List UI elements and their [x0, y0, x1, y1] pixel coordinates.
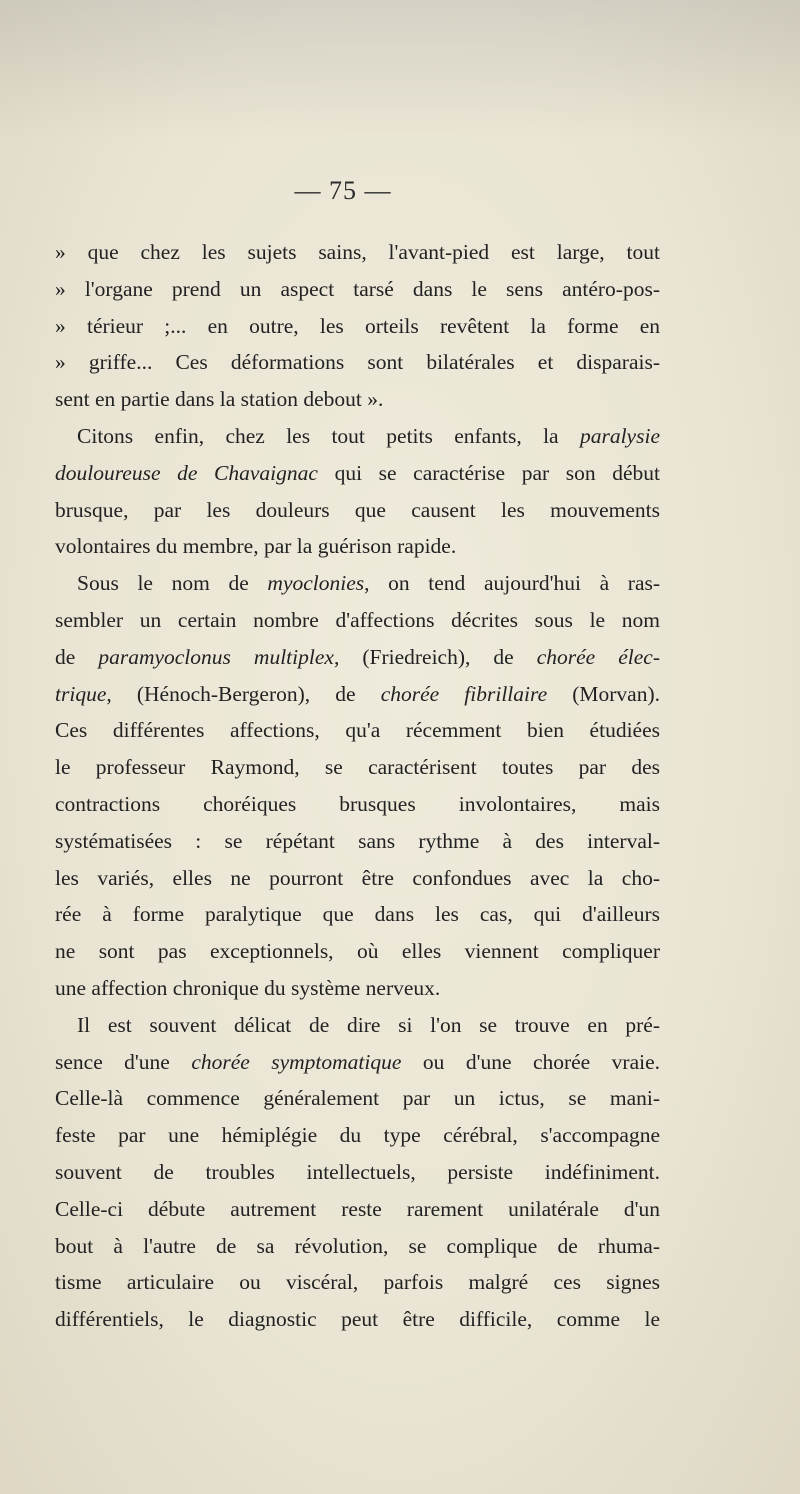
text-line: le professeur Raymond, se caractérisent toutes par des: [55, 755, 660, 780]
text-line: bout à l'autre de sa révolution, se complique de rhuma-: [55, 1233, 660, 1258]
text-line: contractions choréiques brusques involontaires, mais: [55, 791, 660, 816]
text-line: systématisées : se répétant sans rythme à des interval-: [55, 828, 660, 853]
text-line: souvent de troubles intellectuels, persiste indéfiniment.: [55, 1159, 660, 1184]
text-line: sent en partie dans la station debout ».: [55, 387, 384, 412]
text-line: Citons enfin, chez les tout petits enfants, la paralysie: [77, 423, 660, 448]
text-line: de paramyoclonus multiplex, (Friedreich), de chorée élec-: [55, 644, 661, 669]
text-line: Sous le nom de myoclonies, on tend aujourd'hui à ras-: [77, 571, 661, 596]
italic-term: chorée élec-: [536, 644, 661, 669]
text-line: » que chez les sujets sains, l'avant-pied est large, tout: [55, 240, 660, 264]
text-line: Celle-ci débute autrement reste rarement unilatérale d'un: [55, 1196, 660, 1221]
text-line: » griffe... Ces déformations sont bilatérales et disparais-: [55, 350, 660, 375]
text-line: sence d'une chorée symptomatique ou d'une chorée vraie.: [55, 1049, 661, 1074]
text-line: douloureuse de Chavaignac qui se caractérise par son début: [55, 460, 661, 485]
text-line: ne sont pas exceptionnels, où elles viennent compliquer: [55, 939, 660, 964]
italic-term: douloureuse de Chavaignac: [55, 460, 318, 485]
italic-term: trique: [55, 681, 107, 706]
text-line: les variés, elles ne pourront être confondues avec la cho-: [55, 865, 660, 890]
italic-term: paralysie: [579, 423, 660, 448]
text-line: volontaires du membre, par la guérison rapide.: [55, 534, 457, 559]
page-number: — 75 —: [294, 176, 392, 205]
text-line: rée à forme paralytique que dans les cas, qui d'ailleurs: [55, 902, 660, 927]
italic-term: chorée symptomatique: [191, 1049, 402, 1074]
text-line: Ces différentes affections, qu'a récemment bien étudiées: [55, 718, 660, 743]
text-line: Celle-là commence généralement par un ictus, se mani-: [55, 1086, 660, 1111]
text-line: » l'organe prend un aspect tarsé dans le sens antéro-pos-: [55, 276, 660, 301]
text-line: brusque, par les douleurs que causent les mouvements: [55, 497, 660, 522]
text-line: différentiels, le diagnostic peut être difficile, comme le: [55, 1307, 660, 1332]
italic-term: chorée fibrillaire: [380, 681, 548, 706]
text-line: Il est souvent délicat de dire si l'on se trouve en pré-: [77, 1012, 660, 1037]
text-line: tisme articulaire ou viscéral, parfois malgré ces signes: [55, 1270, 660, 1295]
italic-term: myoclonies: [267, 571, 365, 596]
italic-term: paramyoclonus multiplex: [98, 644, 334, 669]
text-line: une affection chronique du système nerveux.: [55, 975, 441, 1000]
body-text: [55, 234, 660, 1338]
text-line: trique, (Hénoch-Bergeron), de chorée fibrillaire (Morvan).: [55, 681, 660, 706]
text-line: sembler un certain nombre d'affections décrites sous le nom: [55, 607, 660, 632]
text-line: feste par une hémiplégie du type cérébral, s'accompagne: [55, 1123, 660, 1148]
text-line: » térieur ;... en outre, les orteils revêtent la forme en: [55, 313, 660, 338]
